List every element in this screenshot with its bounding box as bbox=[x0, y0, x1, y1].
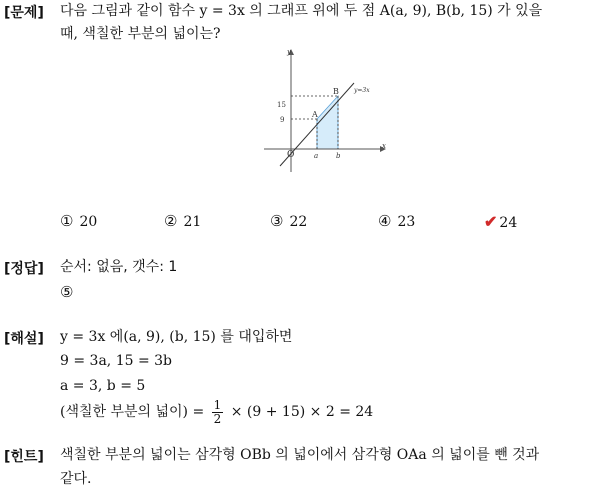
choice-3[interactable] bbox=[270, 212, 307, 230]
choice-5-value: 24 bbox=[499, 215, 518, 231]
solution-line4-left: (색칠한 부분의 넓이) = bbox=[60, 404, 205, 420]
solution-label: [해설] bbox=[4, 331, 44, 347]
solution-line3: a = 3, b = 5 bbox=[60, 378, 146, 394]
choice-1[interactable] bbox=[60, 212, 97, 230]
fraction-numerator: 1 bbox=[213, 397, 222, 412]
point-a-label: A bbox=[312, 110, 318, 119]
answer-label: [정답] bbox=[4, 261, 44, 277]
point-b-label: B bbox=[333, 87, 339, 96]
tick-y-9: 9 bbox=[280, 116, 285, 124]
tick-x-a: a bbox=[314, 152, 319, 160]
solution-line2: 9 = 3a, 15 = 3b bbox=[60, 353, 173, 369]
answer-line2: ⑤ bbox=[60, 283, 74, 301]
origin-label: O bbox=[287, 150, 295, 160]
choice-4-number: ④ bbox=[378, 212, 392, 230]
problem-graph bbox=[256, 46, 396, 176]
choice-2-number: ② bbox=[164, 212, 178, 230]
choice-1-number: ① bbox=[60, 212, 74, 230]
x-axis-label: x bbox=[382, 142, 386, 150]
solution-line4-right: × (9 + 15) × 2 = 24 bbox=[230, 404, 374, 420]
y-axis-label: y bbox=[287, 48, 291, 56]
choice-3-number: ③ bbox=[270, 212, 284, 230]
choice-5[interactable] bbox=[484, 212, 517, 231]
choice-3-value: 22 bbox=[289, 214, 308, 230]
tick-x-b: b bbox=[336, 152, 341, 160]
choice-1-value: 20 bbox=[79, 214, 98, 230]
problem-label: [문제] bbox=[4, 5, 44, 21]
choice-2[interactable] bbox=[164, 212, 201, 230]
hint-line2: 같다. bbox=[60, 471, 92, 487]
fraction-denominator: 2 bbox=[213, 411, 222, 426]
solution-line1: y = 3x 에(a, 9), (b, 15) 를 대입하면 bbox=[60, 329, 293, 345]
choice-4[interactable] bbox=[378, 212, 415, 230]
fraction-half bbox=[212, 399, 224, 426]
choice-2-value: 21 bbox=[183, 214, 202, 230]
hint-label: [힌트] bbox=[4, 449, 44, 465]
choice-4-value: 23 bbox=[397, 214, 416, 230]
tick-y-15: 15 bbox=[277, 101, 286, 109]
answer-line1: 순서: 없음, 갯수: 1 bbox=[60, 259, 178, 275]
solution-line4 bbox=[60, 398, 373, 426]
line-label: y=3x bbox=[354, 87, 370, 94]
check-mark-icon: ✔ bbox=[484, 212, 498, 231]
problem-text-line1: 다음 그림과 같이 함수 y = 3x 의 그래프 위에 두 점 A(a, 9), B(b, 15) 가 있을 bbox=[60, 3, 543, 19]
problem-text-line2: 때, 색칠한 부분의 넓이는? bbox=[60, 26, 221, 42]
hint-line1: 색칠한 부분의 넓이는 삼각형 OBb 의 넓이에서 삼각형 OAa 의 넓이를 뺀 것과 bbox=[60, 447, 540, 463]
